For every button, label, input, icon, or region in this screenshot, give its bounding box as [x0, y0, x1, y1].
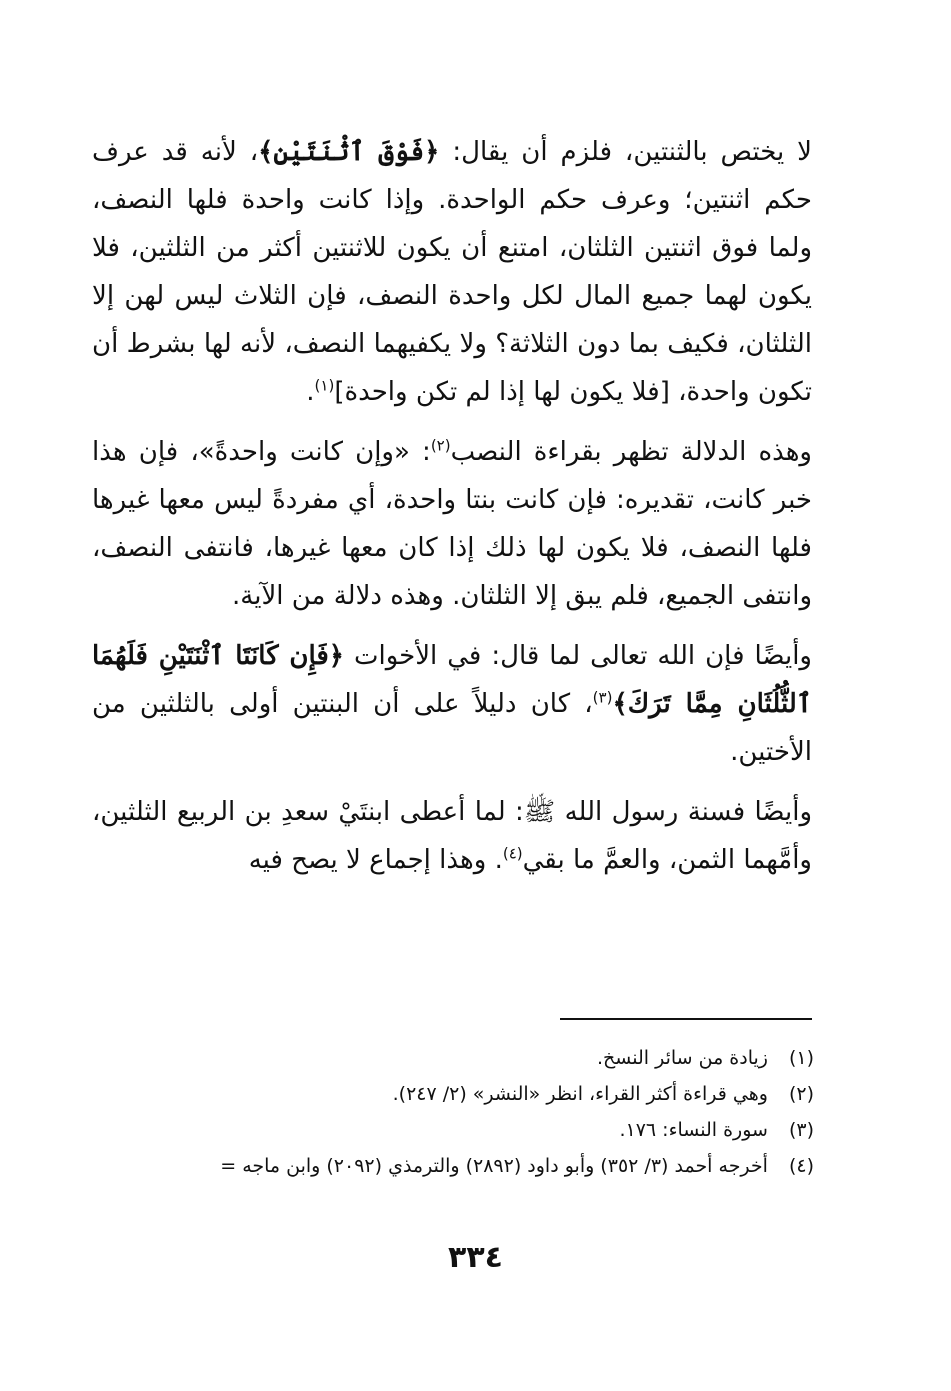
text-run: ، كان دليلاً على أن البنتين أولى بالثلثين من الأختين. — [92, 689, 812, 767]
footnote — [60, 1112, 814, 1148]
footnote-number: (٣) — [788, 1119, 814, 1141]
footnote-reference: (١) — [314, 376, 335, 395]
text-run: وهذه الدلالة تظهر بقراءة النصب — [450, 437, 812, 467]
quran-verse: ﴿فَإِن كَانَتَا ٱثْنَتَيْنِ فَلَهُمَا ٱلثُّلُثَانِ مِمَّا تَرَكَ﴾ — [92, 641, 812, 719]
footnote — [60, 1076, 814, 1112]
text-run: وأيضًا فإن الله تعالى لما قال: في الأخوات — [344, 641, 812, 671]
text-run: . — [306, 377, 315, 407]
footnote — [60, 1148, 814, 1184]
footnote-divider — [560, 1018, 812, 1020]
footnote-reference: (٣) — [592, 688, 613, 707]
footnote-number: (٢) — [788, 1083, 814, 1105]
footnote-text: وهي قراءة أكثر القراء، انظر «النشر» (٢/ ٢٤٧). — [392, 1083, 768, 1105]
paragraph — [92, 128, 812, 416]
footnote — [60, 1040, 814, 1076]
page-number: ٣٣٤ — [448, 1240, 503, 1275]
quran-verse: ﴿فَوْقَ ٱثْنَتَيْنِ﴾ — [258, 137, 440, 167]
footnote-text: زيادة من سائر النسخ. — [596, 1047, 768, 1069]
paragraph — [92, 428, 812, 620]
text-run: . وهذا إجماع لا يصح فيه — [248, 845, 503, 875]
paragraph — [92, 788, 812, 884]
footnotes — [60, 1040, 814, 1184]
footnote-reference: (٢) — [430, 436, 451, 455]
footnote-number: (٤) — [788, 1155, 814, 1177]
paragraph — [92, 632, 812, 776]
text-run: لا يختص بالثنتين، فلزم أن يقال: — [439, 137, 813, 167]
text-run: ، لأنه قد عرف حكم اثنتين؛ وعرف حكم الواحدة. وإذا كانت واحدة فلها النصف، ولما فوق اثنتين الثلثان، امتنع أن يكون للاثنتين أكثر من الثلثين، فلا يكون لهما جميع المال لكل واحدة النصف، فإن الثلاث ليس لهن إلا الثلثان، فكيف بما دون الثلاثة؟ ولا يكفيهما النصف، لأنه لها بشرط أن تكون واحدة، [فلا يكون لها إذا لم تكن واحدة] — [92, 137, 812, 407]
footnote-text: سورة النساء: ١٧٦. — [619, 1119, 768, 1141]
footnote-number: (١) — [788, 1047, 814, 1069]
main-text — [92, 128, 812, 884]
text-run: وأيضًا فسنة رسول الله ﷺ: لما أعطى ابنتَيْ سعدِ بن الربيع الثلثين، وأمَّهما الثمن، والعمَّ ما بقي — [92, 797, 812, 875]
footnote-reference: (٤) — [502, 844, 523, 863]
footnote-text: أخرجه أحمد (٣/ ٣٥٢) وأبو داود (٢٨٩٢) والترمذي (٢٠٩٢) وابن ماجه = — [220, 1155, 768, 1177]
text-run: : «وإن كانت واحدةً»، فإن هذا خبر كانت، تقديره: فإن كانت بنتا واحدة، أي مفردةً ليس معها غيرها فلها النصف، فلا يكون لها ذلك إذا كان معها غيرها، فانتفى النصف، وانتفى الجميع، فلم يبق إلا الثلثان. وهذه دلالة من الآية. — [92, 437, 812, 611]
